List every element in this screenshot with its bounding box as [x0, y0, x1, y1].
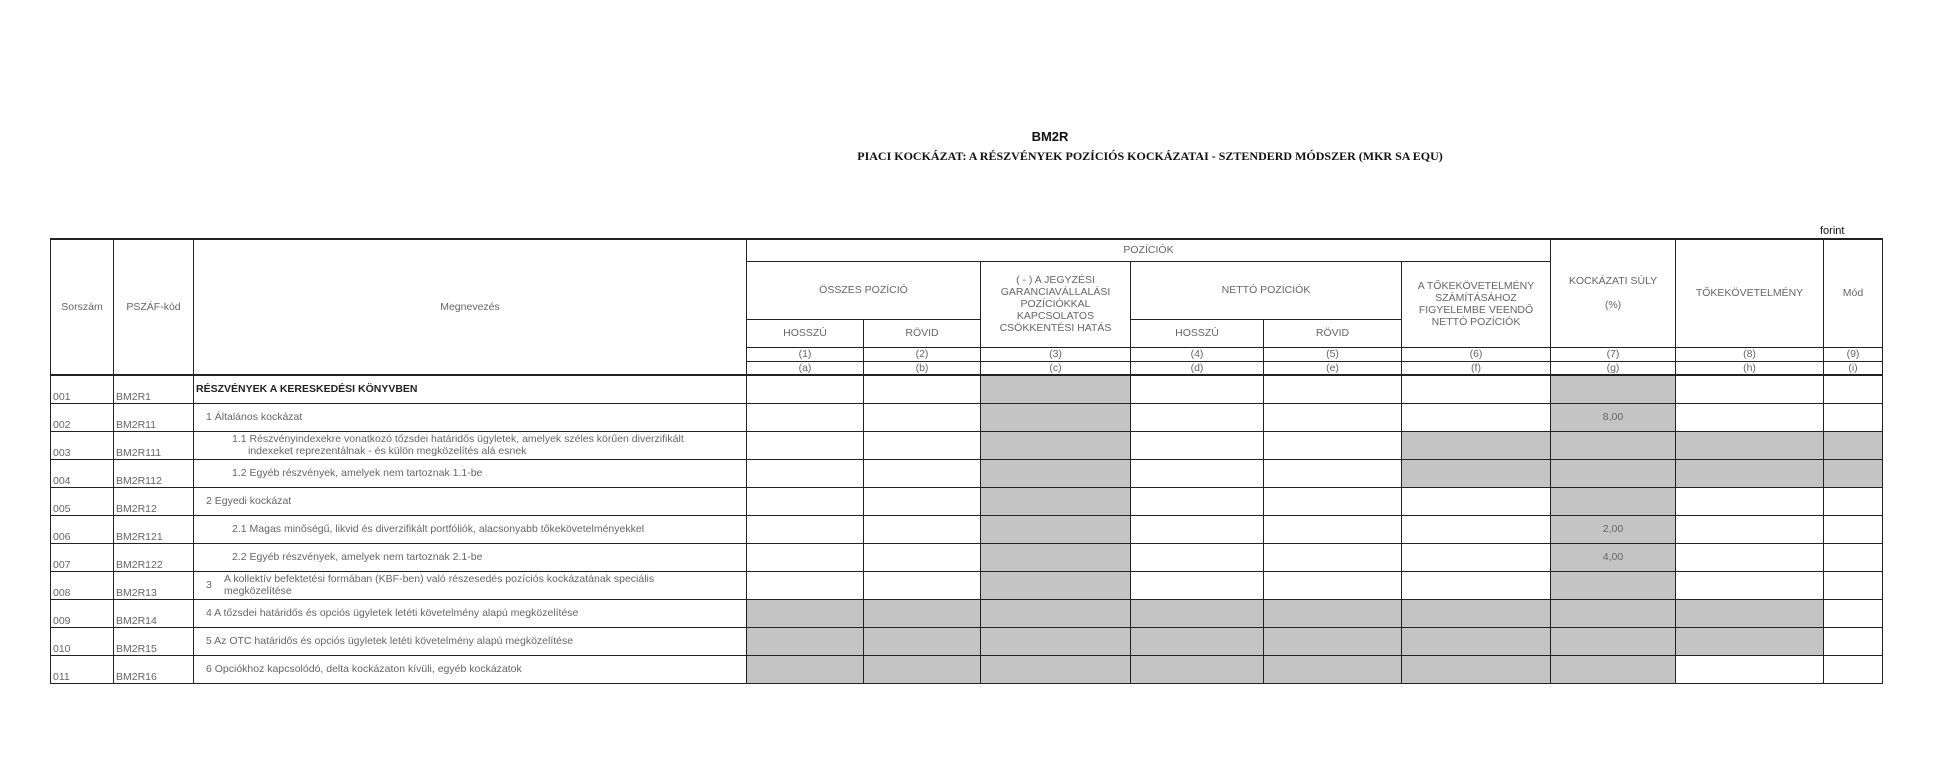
cell-input[interactable] — [747, 543, 864, 571]
cell-input[interactable] — [864, 543, 981, 571]
cell-disabled — [1402, 431, 1551, 459]
cell-disabled — [1551, 599, 1676, 627]
cell-input[interactable] — [1264, 515, 1402, 543]
cell-input[interactable] — [1131, 571, 1264, 599]
col-letter: (c) — [981, 361, 1131, 375]
header-sorszam: Sorszám — [51, 239, 114, 375]
cell-disabled — [1402, 599, 1551, 627]
cell-disabled — [1824, 431, 1883, 459]
row-sorszam: 010 — [51, 627, 114, 655]
cell-input[interactable] — [1824, 375, 1883, 403]
cell-input[interactable] — [747, 571, 864, 599]
row-code: BM2R1 — [114, 375, 194, 403]
cell-disabled — [747, 627, 864, 655]
header-mod: Mód — [1824, 239, 1883, 347]
cell-disabled — [1676, 459, 1824, 487]
row-sorszam: 011 — [51, 655, 114, 683]
cell-input[interactable] — [1402, 375, 1551, 403]
col-number: (4) — [1131, 347, 1264, 361]
cell-input[interactable] — [747, 403, 864, 431]
row-code: BM2R15 — [114, 627, 194, 655]
risk-weight-value: 4,00 — [1551, 543, 1676, 571]
header-netto-hosszu: HOSSZÚ — [1131, 319, 1264, 347]
cell-input[interactable] — [1264, 375, 1402, 403]
cell-disabled — [747, 599, 864, 627]
cell-disabled — [1402, 459, 1551, 487]
cell-input[interactable] — [747, 375, 864, 403]
report-table — [50, 238, 1883, 684]
row-code: BM2R14 — [114, 599, 194, 627]
col-number: (7) — [1551, 347, 1676, 361]
cell-disabled — [1824, 459, 1883, 487]
cell-input[interactable] — [1131, 543, 1264, 571]
cell-disabled — [1551, 627, 1676, 655]
cell-input[interactable] — [1264, 571, 1402, 599]
cell-input[interactable] — [1676, 543, 1824, 571]
cell-disabled — [864, 655, 981, 683]
cell-disabled — [1551, 375, 1676, 403]
cell-input[interactable] — [864, 403, 981, 431]
cell-disabled — [1131, 627, 1264, 655]
cell-input[interactable] — [864, 571, 981, 599]
cell-input[interactable] — [747, 459, 864, 487]
cell-disabled — [1264, 627, 1402, 655]
header-hosszu: HOSSZÚ — [747, 319, 864, 347]
cell-input[interactable] — [1131, 403, 1264, 431]
cell-disabled — [864, 599, 981, 627]
cell-disabled — [1131, 599, 1264, 627]
col-letter: (h) — [1676, 361, 1824, 375]
cell-disabled — [1551, 431, 1676, 459]
row-code: BM2R13 — [114, 571, 194, 599]
col-letter: (g) — [1551, 361, 1676, 375]
col-letter: (e) — [1264, 361, 1402, 375]
row-sorszam: 006 — [51, 515, 114, 543]
cell-disabled — [1676, 599, 1824, 627]
header-netto-rovid: RÖVID — [1264, 319, 1402, 347]
cell-input[interactable] — [864, 375, 981, 403]
cell-input[interactable] — [1402, 487, 1551, 515]
row-sorszam: 007 — [51, 543, 114, 571]
col-number: (6) — [1402, 347, 1551, 361]
header-jegyzesi: ( - ) A JEGYZÉSI GARANCIAVÁLLALÁSI POZÍCIÓKKAL KAPCSOLATOS CSÖKKENTÉSI HATÁS — [981, 261, 1131, 347]
col-number: (3) — [981, 347, 1131, 361]
table-row — [51, 627, 1883, 655]
col-number: (1) — [747, 347, 864, 361]
col-letter: (d) — [1131, 361, 1264, 375]
cell-disabled — [981, 599, 1131, 627]
cell-input[interactable] — [1676, 403, 1824, 431]
header-tokekov-figyelembe: A TŐKEKÖVETELMÉNY SZÁMÍTÁSÁHOZ FIGYELEMBE VEENDŐ NETTÓ POZÍCIÓK — [1402, 261, 1551, 347]
row-sorszam: 001 — [51, 375, 114, 403]
cell-disabled — [1551, 487, 1676, 515]
row-sorszam: 003 — [51, 431, 114, 459]
header-poziciok: POZÍCIÓK — [747, 239, 1551, 261]
cell-input[interactable] — [1676, 515, 1824, 543]
cell-input[interactable] — [1402, 543, 1551, 571]
row-sorszam: 002 — [51, 403, 114, 431]
table-row — [51, 431, 1883, 459]
cell-input[interactable] — [1264, 543, 1402, 571]
cell-input[interactable] — [1824, 627, 1883, 655]
table-row — [51, 599, 1883, 627]
table-row — [51, 487, 1883, 515]
cell-input[interactable] — [1824, 403, 1883, 431]
table-row — [51, 543, 1883, 571]
row-name: 1 Általános kockázat — [194, 403, 747, 431]
cell-input[interactable] — [1131, 431, 1264, 459]
header-netto-poziciok: NETTÓ POZÍCIÓK — [1131, 261, 1402, 319]
row-code: BM2R122 — [114, 543, 194, 571]
header-kockazati-suly: KOCKÁZATI SÚLY (%) — [1551, 239, 1676, 347]
row-sorszam: 008 — [51, 571, 114, 599]
risk-weight-value: 8,00 — [1551, 403, 1676, 431]
header-megnevezes: Megnevezés — [194, 239, 747, 375]
cell-input[interactable] — [1264, 431, 1402, 459]
row-name: 1.1 Részvényindexekre vonatkozó tőzsdei határidős ügyletek, amelyek széles körűen diverzifikált indexeket reprezentálnak - és külön megközelítés alá esnek — [194, 431, 747, 459]
cell-input[interactable] — [1676, 571, 1824, 599]
form-code: BM2R — [1031, 129, 1069, 144]
cell-disabled — [1551, 571, 1676, 599]
cell-disabled — [981, 459, 1131, 487]
cell-input[interactable] — [1676, 655, 1824, 683]
col-letter: (i) — [1824, 361, 1883, 375]
cell-disabled — [1402, 627, 1551, 655]
table-row — [51, 375, 1883, 403]
col-number: (2) — [864, 347, 981, 361]
risk-weight-value: 2,00 — [1551, 515, 1676, 543]
row-sorszam: 004 — [51, 459, 114, 487]
cell-disabled — [981, 515, 1131, 543]
cell-input[interactable] — [1131, 515, 1264, 543]
row-name: 5 Az OTC határidős és opciós ügyletek letéti követelmény alapú megközelítése — [194, 627, 747, 655]
cell-disabled — [864, 627, 981, 655]
cell-input[interactable] — [864, 487, 981, 515]
cell-input[interactable] — [1824, 571, 1883, 599]
cell-disabled — [981, 571, 1131, 599]
cell-disabled — [1264, 655, 1402, 683]
currency-unit: forint — [1820, 225, 1845, 237]
cell-input[interactable] — [747, 487, 864, 515]
cell-input[interactable] — [1824, 655, 1883, 683]
cell-input[interactable] — [1402, 571, 1551, 599]
table-row — [51, 403, 1883, 431]
cell-input[interactable] — [1264, 403, 1402, 431]
cell-input[interactable] — [1402, 515, 1551, 543]
cell-disabled — [1676, 431, 1824, 459]
row-name: 2.1 Magas minőségű, likvid és diverzifikált portfóliók, alacsonyabb tőkekövetelményekkel — [194, 515, 747, 543]
header-kod: PSZÁF-kód — [114, 239, 194, 375]
cell-disabled — [981, 627, 1131, 655]
row-code: BM2R111 — [114, 431, 194, 459]
cell-input[interactable] — [864, 515, 981, 543]
row-name: 4 A tőzsdei határidős és opciós ügyletek letéti követelmény alapú megközelítése — [194, 599, 747, 627]
cell-disabled — [1676, 627, 1824, 655]
cell-input[interactable] — [1131, 375, 1264, 403]
row-name: 3 A kollektív befektetési formában (KBF-ben) való részesedés pozíciós kockázatának speciális megközelítése — [194, 571, 747, 599]
header-rovid: RÖVID — [864, 319, 981, 347]
cell-input[interactable] — [1131, 487, 1264, 515]
table-row — [51, 515, 1883, 543]
col-number: (9) — [1824, 347, 1883, 361]
cell-input[interactable] — [864, 459, 981, 487]
cell-disabled — [981, 375, 1131, 403]
cell-input[interactable] — [747, 431, 864, 459]
row-name: 1.2 Egyéb részvények, amelyek nem tartoznak 1.1-be — [194, 459, 747, 487]
col-letter: (b) — [864, 361, 981, 375]
col-number: (5) — [1264, 347, 1402, 361]
cell-disabled — [981, 431, 1131, 459]
cell-input[interactable] — [747, 515, 864, 543]
row-sorszam: 005 — [51, 487, 114, 515]
form-title: PIACI KOCKÁZAT: A RÉSZVÉNYEK POZÍCIÓS KOCKÁZATAI - SZTENDERD MÓDSZER (MKR SA EQU) — [857, 149, 1443, 163]
row-sorszam: 009 — [51, 599, 114, 627]
cell-input[interactable] — [1131, 459, 1264, 487]
cell-disabled — [1402, 655, 1551, 683]
header-osszes-pozicio: ÖSSZES POZÍCIÓ — [747, 261, 981, 319]
table-row — [51, 655, 1883, 683]
cell-input[interactable] — [864, 431, 981, 459]
cell-input[interactable] — [1676, 375, 1824, 403]
cell-disabled — [1551, 459, 1676, 487]
row-code: BM2R12 — [114, 487, 194, 515]
col-letter: (f) — [1402, 361, 1551, 375]
cell-disabled — [981, 403, 1131, 431]
cell-disabled — [1264, 599, 1402, 627]
cell-disabled — [981, 543, 1131, 571]
row-name: 6 Opciókhoz kapcsolódó, delta kockázaton kívüli, egyéb kockázatok — [194, 655, 747, 683]
table-row — [51, 571, 1883, 599]
cell-input[interactable] — [1264, 487, 1402, 515]
header-tokekovetelmeny: TŐKEKÖVETELMÉNY — [1676, 239, 1824, 347]
cell-input[interactable] — [1402, 403, 1551, 431]
cell-disabled — [747, 655, 864, 683]
cell-input[interactable] — [1824, 599, 1883, 627]
cell-input[interactable] — [1264, 459, 1402, 487]
table-row — [51, 459, 1883, 487]
row-code: BM2R16 — [114, 655, 194, 683]
row-name: RÉSZVÉNYEK A KERESKEDÉSI KÖNYVBEN — [194, 375, 747, 403]
cell-disabled — [981, 487, 1131, 515]
row-code: BM2R121 — [114, 515, 194, 543]
cell-disabled — [1551, 655, 1676, 683]
cell-input[interactable] — [1676, 487, 1824, 515]
row-code: BM2R112 — [114, 459, 194, 487]
row-name: 2 Egyedi kockázat — [194, 487, 747, 515]
cell-disabled — [1131, 655, 1264, 683]
cell-disabled — [981, 655, 1131, 683]
row-code: BM2R11 — [114, 403, 194, 431]
cell-input[interactable] — [1824, 543, 1883, 571]
col-letter: (a) — [747, 361, 864, 375]
row-name: 2.2 Egyéb részvények, amelyek nem tartoznak 2.1-be — [194, 543, 747, 571]
col-number: (8) — [1676, 347, 1824, 361]
cell-input[interactable] — [1824, 487, 1883, 515]
cell-input[interactable] — [1824, 515, 1883, 543]
